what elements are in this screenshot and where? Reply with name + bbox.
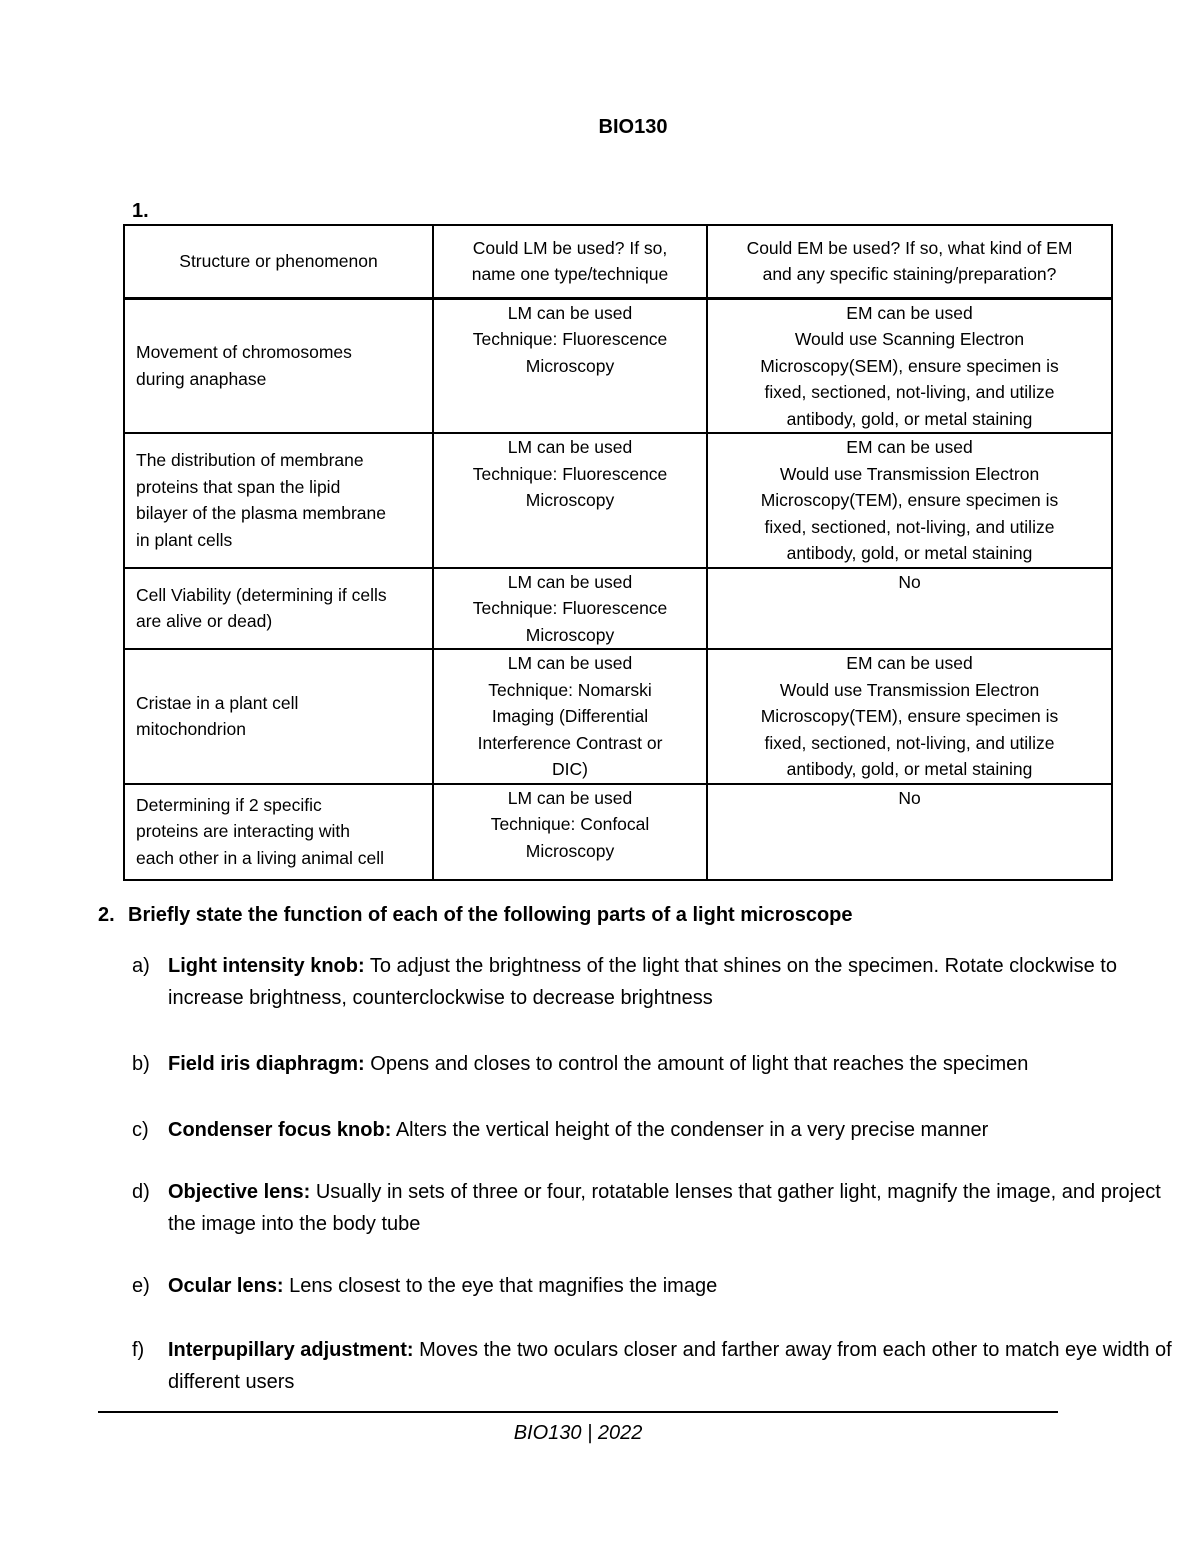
structure-cell: Cristae in a plant cell mitochondrion [124, 649, 433, 784]
list-item-text: Light intensity knob: To adjust the brightness of the light that shines on the specimen. Rotate clockwise to increase brightness, counterclockwise to decrease brightness [168, 955, 1117, 1009]
list-item-text: Condenser focus knob: Alters the vertical height of the condenser in a very precise manner [168, 1119, 989, 1141]
microscopy-table [123, 224, 1113, 881]
list-marker: b) [132, 1053, 150, 1075]
list-item-text: Field iris diaphragm: Opens and closes to control the amount of light that reaches the specimen [168, 1053, 1029, 1075]
question-2-prompt [98, 904, 1178, 927]
structure-cell: Movement of chromosomes during anaphase [124, 298, 433, 433]
em-cell: EM can be used Would use Scanning Electron Microscopy(SEM), ensure specimen is fixed, sectioned, not-living, and utilize antibody, gold, or metal staining [707, 298, 1112, 433]
em-cell: No [707, 784, 1112, 880]
lm-cell: LM can be used Technique: Confocal Microscopy [433, 784, 707, 880]
question-2-number: 2. [98, 904, 115, 926]
footer-text: BIO130 | 2022 [513, 1422, 643, 1444]
list-item-text: Interpupillary adjustment: Moves the two oculars closer and farther away from each other to match eye width of different users [168, 1339, 1172, 1393]
table-row [124, 433, 1112, 568]
em-cell: EM can be used Would use Transmission Electron Microscopy(TEM), ensure specimen is fixed, sectioned, not-living, and utilize antibody, gold, or metal staining [707, 433, 1112, 568]
structure-cell: The distribution of membrane proteins that span the lipid bilayer of the plasma membrane in plant cells [124, 433, 433, 568]
table-row [124, 784, 1112, 880]
em-cell: EM can be used Would use Transmission Electron Microscopy(TEM), ensure specimen is fixed, sectioned, not-living, and utilize antibody, gold, or metal staining [707, 649, 1112, 784]
table-row [124, 568, 1112, 650]
list-marker: c) [132, 1119, 149, 1141]
header-lm: Could LM be used? If so, name one type/technique [433, 225, 707, 298]
list-marker: e) [132, 1275, 150, 1297]
list-item-text: Objective lens: Usually in sets of three or four, rotatable lenses that gather light, magnify the image, and project the image into the body tube [168, 1181, 1161, 1235]
page-title: BIO130 [598, 116, 668, 138]
lm-cell: LM can be used Technique: Fluorescence Microscopy [433, 433, 707, 568]
table-header-row [124, 225, 1112, 298]
footer-rule [98, 1411, 1058, 1413]
structure-cell: Cell Viability (determining if cells are alive or dead) [124, 568, 433, 650]
structure-cell: Determining if 2 specific proteins are interacting with each other in a living animal cell [124, 784, 433, 880]
question-1-number: 1. [132, 200, 149, 222]
table-row [124, 298, 1112, 433]
lm-cell: LM can be used Technique: Nomarski Imaging (Differential Interference Contrast or DIC) [433, 649, 707, 784]
lm-cell: LM can be used Technique: Fluorescence Microscopy [433, 298, 707, 433]
header-em: Could EM be used? If so, what kind of EM and any specific staining/preparation? [707, 225, 1112, 298]
em-cell: No [707, 568, 1112, 650]
list-item-text: Ocular lens: Lens closest to the eye that magnifies the image [168, 1275, 718, 1297]
lm-cell: LM can be used Technique: Fluorescence Microscopy [433, 568, 707, 650]
list-marker: d) [132, 1181, 150, 1203]
list-marker: f) [132, 1339, 145, 1361]
header-structure: Structure or phenomenon [124, 225, 433, 298]
list-marker: a) [132, 955, 150, 977]
question-2-text: Briefly state the function of each of the following parts of a light microscope [128, 904, 853, 926]
table-row [124, 649, 1112, 784]
